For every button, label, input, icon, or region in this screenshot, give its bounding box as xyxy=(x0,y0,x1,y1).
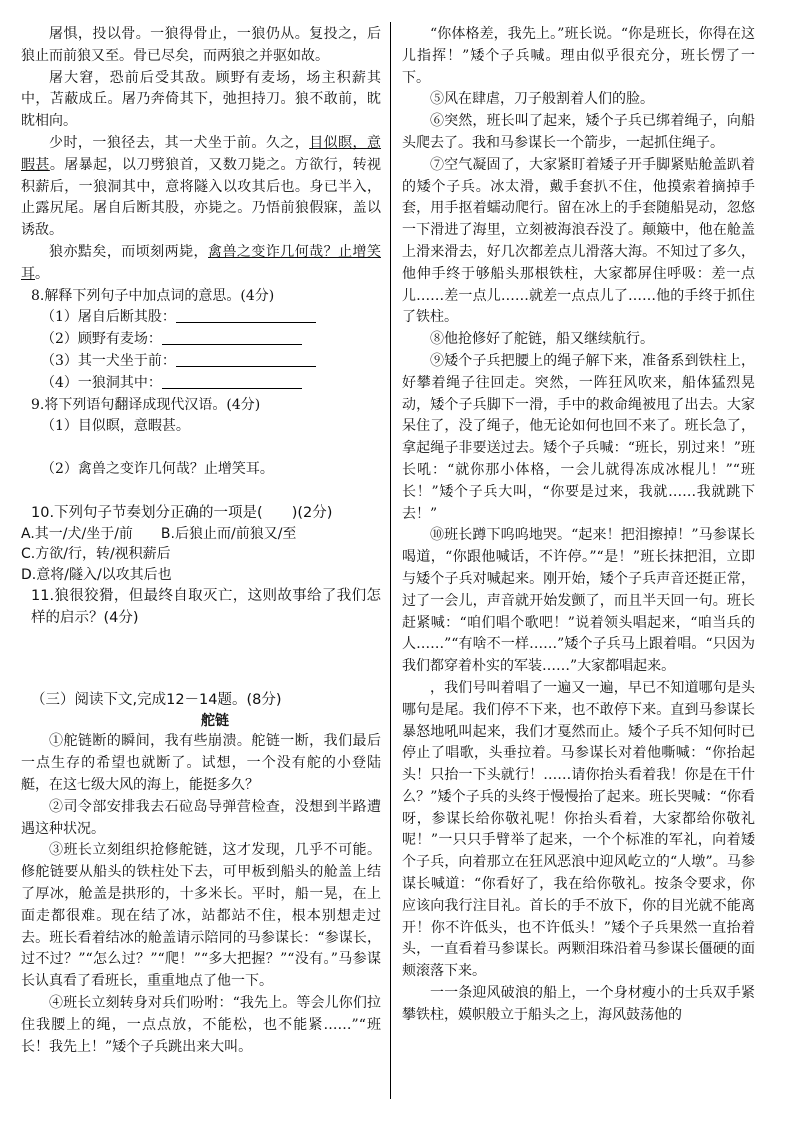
wolf-paragraph-4 xyxy=(21,242,381,286)
story-paragraph-3: ③班长立刻组织抢修舵链，这才发现，几乎不可能。修舵链要从船头的铁柱处下去，可甲板到船头的舱盖上结了厚冰，舱盖是拱形的，十多米长。平时，船一晃，在上面走都很难。现在结了冰，站都站不住，根本别想走过去。班长看着结冰的舱盖请示陪同的马参谋长：“参谋长，过不过？”“怎么过？”“爬！”“多大把握？”“没有。”马参谋长认真看了看班长，重重地点了他一下。 xyxy=(21,842,381,990)
story-paragraph-5: ⑤风在肆虐，刀子般割着人们的脸。 xyxy=(430,91,654,108)
answer-space[interactable] xyxy=(21,481,381,502)
question-11: 11.狼很狡猾，但最终自取灭亡，这则故事给了我们怎样的启示？(4分) xyxy=(31,588,381,627)
question-9: 9.将下列语句翻译成现代汉语。(4分) xyxy=(31,396,261,413)
question-10-option: A.其一/犬/坐于/前 B.后狼止而/前狼又/至 xyxy=(21,525,297,542)
wolf-paragraph-3 xyxy=(21,133,381,242)
story-paragraph-9: ⑨矮个子兵把腰上的绳子解下来，准备系到铁柱上，好攀着绳子往回走。突然，一阵狂风吹来，船体猛烈晃动，矮个子兵脚下一滑，手中的救命绳被甩了出去。大家呆住了，没了绳子，他无论如何也回不来了。班长急了，拿起绳子非要送过去。矮个子兵喊：“班长，别过来！”班长吼：“就你那小体格，一会儿就得冻成冰棍儿！”“班长！”矮个子兵大叫，“你要是过来，我就……我就跳下去！” xyxy=(402,352,755,522)
wolf-paragraph-3-pre: 少时，一狼径去，其一犬坐于前。久之， xyxy=(49,134,310,151)
question-8: 8.解释下列句子中加点词的意思。(4分) xyxy=(31,287,275,304)
answer-blank[interactable] xyxy=(176,351,316,367)
wolf-paragraph-4-pre: 狼亦黠矣，而顷刻两毙， xyxy=(49,243,208,260)
question-8-item: （2）顾野有麦场： xyxy=(21,329,381,351)
story-title: 舵链 xyxy=(201,713,229,730)
wolf-underlined-sentence-2: 禽兽之变诈几何哉？止增笑耳 xyxy=(21,243,381,282)
answer-blank[interactable] xyxy=(176,307,316,323)
section-3-heading: （三）阅读下文,完成12－14题。(8分) xyxy=(31,692,282,709)
story-paragraph-11: ，我们号叫着唱了一遍又一遍，早已不知道哪句是头哪句是尾。我们停不下来，也不敢停下来。直到马参谋长暴怒地吼叫起来，我们才戛然而止。矮个子兵不知何时已停止了唱歌，头垂拉着。马参谋长对着他嘶喊：“你抬起头！只抬一下头就行！……请你抬头看着我！你是在干什么？”矮个子兵的头终于慢慢抬了起来。班长哭喊：“你看呀，参谋长给你敬礼呢！你抬头看着，大家都给你敬礼呢！”一只只手臂举了起来，一个个标准的军礼，向着矮个子兵，向着那立在狂风恶浪中迎风屹立的“人墩”。马参谋长喊道：“你看好了，我在给你敬礼。按条令要求，你应该向我行注目礼。首长的手不放下，你的目光就不能离开！你不许低头，也不许低头！”矮个子兵果然一直抬着头，一直看着马参谋长。两颗泪珠沿着马参谋长僵硬的面颊滚落下来。 xyxy=(402,679,755,980)
story-paragraph-4: ④班长立刻转身对兵们吩咐：“我先上。等会儿你们拉住我腰上的绳，一点点放，不能松，也不能紧……”“班长！我先上！”矮个子兵跳出来大叫。 xyxy=(21,995,381,1055)
question-8-item: （4）一狼洞其中： xyxy=(21,373,381,395)
question-10-option: D.意将/隧入/以攻其后也 xyxy=(21,566,172,583)
story-paragraph-1: ①舵链断的瞬间，我有些崩溃。舵链一断，我们最后一点生存的希望也就断了。试想，一个没有舵的小登陆艇，在这七级大风的海上，能挺多久？ xyxy=(21,733,381,794)
left-column xyxy=(21,24,381,1083)
answer-blank[interactable] xyxy=(162,373,302,389)
story-paragraph-7: ⑦空气凝固了，大家紧盯着矮子开手脚紧贴舱盖趴着的矮个子兵。冰太滑，戴手套扒不住，他摸索着摘掉手套，用手抠着蠕动爬行。留在冰上的手套随船晃动，忽悠一下滑进了海里，立刻被海浪吞没了。颠簸中，他在舱盖上滑来滑去，好几次都差点儿滑落大海。不知过了多久，他伸手终于够船头那根铁柱，大家都屏住呼吸：差一点儿……差一点儿……就差一点点儿了……他的手终于抓住了铁柱。 xyxy=(402,156,755,326)
story-paragraph-2: ②司令部安排我去石砬岛导弹营检查，没想到半路遭遇这种状况。 xyxy=(21,798,381,837)
question-8-item: （3）其一犬坐于前： xyxy=(21,351,381,373)
wolf-underlined-sentence-1: 目似瞑，意暇甚 xyxy=(21,134,382,173)
story-paragraph-6: ⑥突然，班长叫了起来，矮个子兵已绑着绳子，向船头爬去了。我和马参谋长一个箭步，一起抓住绳子。 xyxy=(402,113,755,151)
answer-space[interactable] xyxy=(21,438,381,459)
story-paragraph-4-cont: “你体格差，我先上。”班长说。“你是班长，你得在这儿指挥！”矮个子兵喊。理由似乎很充分，班长愣了一下。 xyxy=(402,26,755,86)
wolf-paragraph-3-post: 。屠暴起，以刀劈狼首，又数刀毙之。方欲行，转视积薪后，一狼洞其中，意将隧入以攻其后也。身已半入，止露尻尾。屠自后断其股，亦毙之。乃悟前狼假寐，盖以诱敌。 xyxy=(21,156,382,239)
wolf-paragraph-2: 屠大窘，恐前后受其敌。顾野有麦场，场主积薪其中，苫蔽成丘。屠乃奔倚其下，弛担持刀。狼不敢前，眈眈相向。 xyxy=(21,69,381,130)
story-paragraph-12: 一一条迎风破浪的船上，一个身材瘦小的士兵双手紧攀铁柱，嫫帜般立于船头之上，海风鼓荡他的 xyxy=(402,985,755,1023)
answer-space[interactable] xyxy=(21,629,381,659)
question-9-item-2: （2）禽兽之变诈几何哉？止增笑耳。 xyxy=(41,461,274,478)
question-9-item-1: （1）目似瞑，意暇甚。 xyxy=(41,418,190,435)
wolf-paragraph-1: 屠惧，投以骨。一狼得骨止，一狼仍从。复投之，后狼止而前狼又至。骨已尽矣，而两狼之并驱如故。 xyxy=(21,26,381,64)
question-8-item: （1）屠自后断其股： xyxy=(21,307,381,329)
question-10: 10.下列句子节奏划分正确的一项是( )(2分) xyxy=(31,504,333,521)
answer-blank[interactable] xyxy=(162,329,302,345)
column-divider xyxy=(390,22,391,1099)
story-paragraph-8: ⑧他抢修好了舵链，船又继续航行。 xyxy=(430,331,654,348)
wolf-paragraph-4-post: 。 xyxy=(35,265,49,282)
question-10-option: C.方欲/行，转/视积薪后 xyxy=(21,546,171,563)
right-column xyxy=(402,24,755,1083)
story-paragraph-10: ⑩班长蹲下呜呜地哭。“起来！把泪擦掉！”马参谋长喝道，“你跟他喊话，不许停。”“是！”班长抹把泪，立即与矮个子兵对喊起来。刚开始，矮个子兵声音还挺正常，过了一会儿，声音就开始发颤了，而且半天回一句。班长赶紧喊：“咱们唱个歌吧！”说着领头唱起来，“咱当兵的人……”“有啥不一样……”矮个子兵马上跟着唱。“只因为我们都穿着朴实的军装……”大家都唱起来。 xyxy=(402,527,755,675)
